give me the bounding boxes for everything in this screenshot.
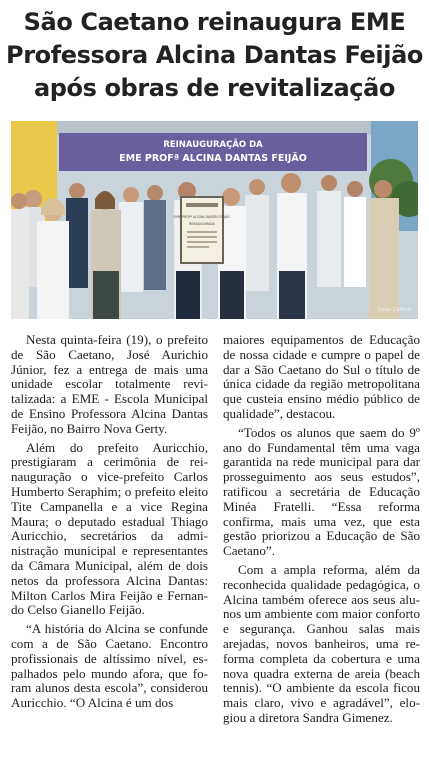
- paragraph: “Todos os alunos que saem do 9º ano do Fundamental têm uma vaga garantida na rede municipal para dar prosseguimento aos seus estudos”, ratificou a secretária de Educação Minéa Fratelli. “Essa reforma confirma, mais uma vez, que esta gestão priorizou a Educação de São Caetano”.: [223, 424, 420, 559]
- paragraph: Com a ampla reforma, além da reconhecida qualidade pedagógica, o Alcina também oferece aos seus alunos um ambiente com maior conforto e segurança. Ganhou salas mais arejadas, novos banheiros, uma reforma completa da cobertura e uma nova quadra externa de areia (beach tennis). “O ambiente da escola ficou mais claro, vivo e agradável”, elogiou a diretora Sandra Gimenez.: [223, 561, 420, 725]
- ceremony-banner: [59, 133, 367, 171]
- event-photo-illustration: [11, 121, 418, 319]
- photo-credit: Celso Caffaro: [377, 307, 411, 313]
- plaque-title: EME PROFª ALCINA DANTAS FEIJÃO: [174, 215, 230, 219]
- banner-line1: REINAUGURAÇÃO DA: [163, 140, 263, 150]
- plaque-subtitle: REINAUGURADA: [189, 222, 215, 226]
- paragraph: maiores equipamentos de Educação de nossa cidade e cumpre o papel de dar a São Caetano do Sul o título de única cidade da região metropolitana que custeia ensino médio público de qualidade”, destacou.: [223, 332, 420, 421]
- event-photo: [11, 121, 418, 319]
- banner-line2: EME PROFª ALCINA DANTAS FEIJÃO: [119, 153, 307, 164]
- article-headline: São Caetano reinaugura EME Professora Alcina Dantas Feijão após obras de revitalização: [6, 8, 423, 102]
- paragraph: Além do prefeito Auricchio, prestigiaram a cerimônia de reinauguração o vice-prefeito Carlos Humberto Seraphim; o prefeito eleito Tite Campanella e a vice Regina Maura; o deputado estadual Thiago Auricchio, secretários da administração municipal e representantes da Câmara Municipal, além de dois netos da professora Alcina Dantas: Milton Carlos Mira Feijão e Fernando Celso Gianello Feijão.: [11, 439, 208, 618]
- article-column-left: [11, 333, 208, 715]
- paragraph: Nesta quinta-feira (19), o prefeito de São Caetano, José Aurichio Júnior, fez a entrega de mais uma unidade escolar totalmente revitalizada: a EME - Escola Municipal de Ensino Professora Alcina Dantas Feijão, no Bairro Nova Gerty.: [11, 332, 208, 436]
- article-column-right: [223, 333, 420, 730]
- commemorative-plaque: [174, 197, 230, 263]
- paragraph: “A história do Alcina se confunde com a de São Caetano. Encontro profissionais de altíssimo nível, espalhados pelo mundo afora, que foram alunos desta escola”, considerou Auricchio. “O Alcina é um dos: [11, 621, 208, 711]
